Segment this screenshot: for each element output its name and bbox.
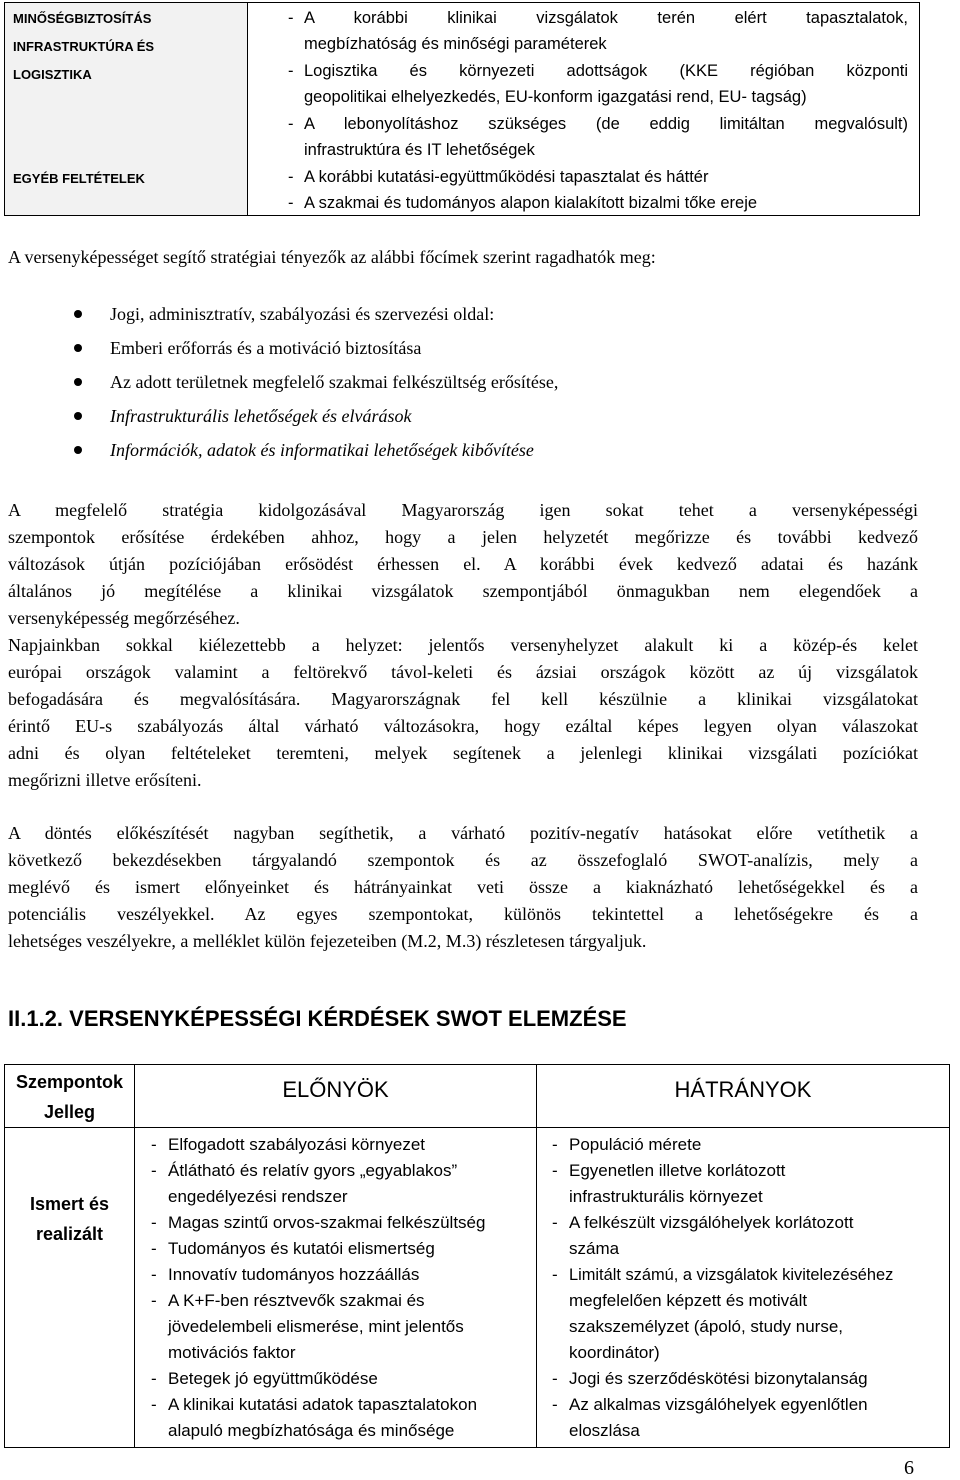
advantage-item: alapuló megbízhatósága és minősége bbox=[168, 1421, 455, 1440]
row-label-known: Ismert és bbox=[29, 1194, 110, 1214]
paragraph-line: potenciális veszélyekkel. Az egyes szempontokat, különös tekintettel a lehetőségekre és a bbox=[8, 904, 918, 924]
row-divider bbox=[5, 1127, 949, 1128]
criteria-header-cell bbox=[5, 3, 248, 215]
dash: - bbox=[288, 62, 294, 80]
advantage-item: Betegek jó együttműködése bbox=[168, 1369, 378, 1388]
disadvantage-item: száma bbox=[569, 1239, 620, 1258]
dash: - bbox=[151, 1213, 157, 1232]
list-item bbox=[110, 302, 494, 326]
list-item bbox=[110, 404, 411, 428]
dash: - bbox=[151, 1135, 157, 1154]
dash: - bbox=[552, 1369, 558, 1388]
bullet-text: Az adott területnek megfelelő szakmai felkészültség erősítése, bbox=[110, 372, 559, 392]
paragraph-line: következő bekezdésekben tárgyalandó szempontok és az összefoglaló SWOT-analízis, mely a bbox=[8, 850, 918, 870]
disadvantage-item: A felkészült vizsgálóhelyek korlátozott bbox=[569, 1213, 854, 1232]
paragraph-line: meglévő és ismert előnyeinket és hátrányainkat veti össze a kiaknázható lehetőségekkel és a bbox=[8, 877, 918, 897]
paragraph-line: A döntés előkészítését nagyban segíthetik, a várható pozitív-negatív hatásokat előre vetíthetik a bbox=[8, 823, 918, 843]
advantage-item: Elfogadott szabályozási környezet bbox=[168, 1135, 426, 1154]
advantage-item: Tudományos és kutatói elismertség bbox=[168, 1239, 435, 1258]
bullet-text: Információk, adatok és informatikai lehetőségek kibővítése bbox=[110, 440, 534, 460]
list-item bbox=[110, 370, 558, 394]
header-quality: MINŐSÉGBIZTOSÍTÁS bbox=[13, 11, 152, 26]
bullet-text: Infrastrukturális lehetőségek és elvárások bbox=[110, 406, 412, 426]
criteria-line: A szakmai és tudományos alapon kialakított bizalmi tőke ereje bbox=[304, 194, 758, 212]
bullet-text: Jogi, adminisztratív, szabályozási és szervezési oldal: bbox=[110, 304, 495, 324]
advantages-heading: ELŐNYÖK bbox=[282, 1077, 389, 1102]
paragraph-line: Napjainkban sokkal kiélezettebb a helyzet: jelentős versenyhelyzet alakult ki a közép-és kelet bbox=[8, 635, 918, 655]
advantage-item: A klinikai kutatási adatok tapasztalatokon bbox=[168, 1395, 478, 1414]
dash: - bbox=[552, 1265, 558, 1284]
paragraph-line: befogadására és megvalósítására. Magyarországnak fel kell készülnie a klinikai vizsgálatokat bbox=[8, 689, 918, 709]
criteria-line: Logisztika és környezeti adottságok (KKE régióban központi bbox=[304, 62, 908, 80]
corner-label-type: Jelleg bbox=[43, 1102, 96, 1122]
advantage-item: Átlátható és relatív gyors „egyablakos” bbox=[168, 1161, 458, 1180]
advantage-item: Innovatív tudományos hozzáállás bbox=[168, 1265, 420, 1284]
header-logistics: LOGISZTIKA bbox=[13, 67, 92, 82]
paragraph-line: versenyképesség megőrzéséhez. bbox=[8, 608, 240, 628]
column-header-disadvantages bbox=[537, 1075, 949, 1105]
paragraph-line: változások útján pozíciójában erősödést érhessen el. A korábbi évek kedvező adatai és hazánk bbox=[8, 554, 918, 574]
advantage-item: Magas szintű orvos-szakmai felkészültség bbox=[168, 1213, 486, 1232]
column-divider bbox=[134, 1065, 135, 1447]
column-header-advantages bbox=[135, 1075, 536, 1105]
advantage-item: jövedelembeli elismerése, mint jelentős bbox=[168, 1317, 464, 1336]
page-number: 6 bbox=[904, 1457, 914, 1479]
header-infrastructure: INFRASTRUKTÚRA ÉS bbox=[13, 39, 155, 54]
bullet-dot bbox=[74, 344, 82, 352]
swot-table bbox=[4, 1064, 950, 1448]
disadvantages-heading: HÁTRÁNYOK bbox=[674, 1077, 812, 1102]
disadvantage-item: Limitált számú, a vizsgálatok kivitelezéséhez bbox=[569, 1266, 894, 1284]
dash: - bbox=[151, 1369, 157, 1388]
column-divider bbox=[536, 1065, 537, 1447]
advantage-item: motivációs faktor bbox=[168, 1343, 296, 1362]
criteria-content-cell bbox=[248, 3, 920, 215]
criteria-line: megbízhatóság és minőségi paraméterek bbox=[304, 35, 607, 53]
criteria-table bbox=[4, 2, 920, 216]
dash: - bbox=[288, 9, 294, 27]
disadvantage-item: infrastrukturális környezet bbox=[569, 1187, 763, 1206]
disadvantage-item: koordinátor) bbox=[569, 1343, 660, 1362]
criteria-line: A lebonyolításhoz szükséges (de eddig limitáltan megvalósult) bbox=[304, 115, 908, 133]
section-heading: II.1.2. VERSENYKÉPESSÉGI KÉRDÉSEK SWOT ELEMZÉSE bbox=[8, 1006, 627, 1031]
list-item bbox=[110, 336, 421, 360]
paragraph-line: általános jó megítélése a klinikai vizsgálatok szempontjából önmagukban nem elegendőek a bbox=[8, 581, 918, 601]
dash: - bbox=[288, 168, 294, 186]
list-item bbox=[110, 438, 534, 462]
disadvantage-item: Az alkalmas vizsgálóhelyek egyenlőtlen bbox=[569, 1395, 868, 1414]
dash: - bbox=[151, 1395, 157, 1414]
criteria-line: A korábbi kutatási-együttműködési tapasztalat és háttér bbox=[304, 168, 709, 186]
dash: - bbox=[288, 115, 294, 133]
dash: - bbox=[552, 1161, 558, 1180]
intro-sentence: A versenyképességet segítő stratégiai tényezők az alábbi főcímek szerint ragadhatók meg: bbox=[8, 247, 656, 267]
dash: - bbox=[288, 194, 294, 212]
dash: - bbox=[552, 1395, 558, 1414]
row-label-realized: realizált bbox=[35, 1224, 104, 1244]
header-other-conditions: EGYÉB FELTÉTELEK bbox=[13, 171, 145, 186]
corner-label-criteria: Szempontok bbox=[15, 1072, 123, 1092]
disadvantage-item: Populáció mérete bbox=[569, 1135, 702, 1154]
disadvantage-item: szakszemélyzet (ápoló, study nurse, bbox=[569, 1317, 844, 1336]
paragraph-line: megőrizni illetve erősíteni. bbox=[8, 770, 202, 790]
bullet-text: Emberi erőforrás és a motiváció biztosítása bbox=[110, 338, 422, 358]
dash: - bbox=[552, 1213, 558, 1232]
paragraph-line: szempontok erősítése érdekében ahhoz, hogy a jelen helyzetét megőrizze és további kedvező bbox=[8, 527, 918, 547]
bullet-dot bbox=[74, 446, 82, 454]
criteria-line: geopolitikai elhelyezkedés, EU-konform igazgatási rend, EU- tagság) bbox=[304, 88, 807, 106]
bullet-dot bbox=[74, 378, 82, 386]
criteria-line: infrastruktúra és IT lehetőségek bbox=[304, 141, 535, 159]
criteria-line: A korábbi klinikai vizsgálatok terén elért tapasztalatok, bbox=[304, 9, 908, 27]
dash: - bbox=[151, 1265, 157, 1284]
disadvantage-item: Jogi és szerződéskötési bizonytalanság bbox=[569, 1369, 868, 1388]
paragraph-line: érintő EU-s szabályozás által várható változásokra, hogy ezáltal képes legyen olyan válaszokat bbox=[8, 716, 918, 736]
paragraph-line: A megfelelő stratégia kidolgozásával Magyarország igen sokat tehet a versenyképességi bbox=[8, 500, 918, 520]
disadvantage-item: Egyenetlen illetve korlátozott bbox=[569, 1161, 786, 1180]
advantage-item: A K+F-ben résztvevők szakmai és bbox=[168, 1291, 425, 1310]
bullet-dot bbox=[74, 412, 82, 420]
paragraph-line: európai országok valamint a feltörekvő távol-keleti és ázsiai országok között az új vizsgálatok bbox=[8, 662, 918, 682]
bullet-dot bbox=[74, 310, 82, 318]
dash: - bbox=[552, 1135, 558, 1154]
dash: - bbox=[151, 1291, 157, 1310]
paragraph-line: lehetséges veszélyekre, a melléklet külön fejezeteiben (M.2, M.3) részletesen tárgyaljuk. bbox=[8, 931, 647, 951]
paragraph-line: adni és olyan feltételeket teremteni, melyek segítenek a jelenlegi klinikai vizsgálati pozíciókat bbox=[8, 743, 918, 763]
dash: - bbox=[151, 1161, 157, 1180]
dash: - bbox=[151, 1239, 157, 1258]
advantage-item: engedélyezési rendszer bbox=[168, 1187, 348, 1206]
disadvantage-item: eloszlása bbox=[569, 1421, 640, 1440]
disadvantage-item: megfelelően képzett és motivált bbox=[569, 1291, 808, 1310]
